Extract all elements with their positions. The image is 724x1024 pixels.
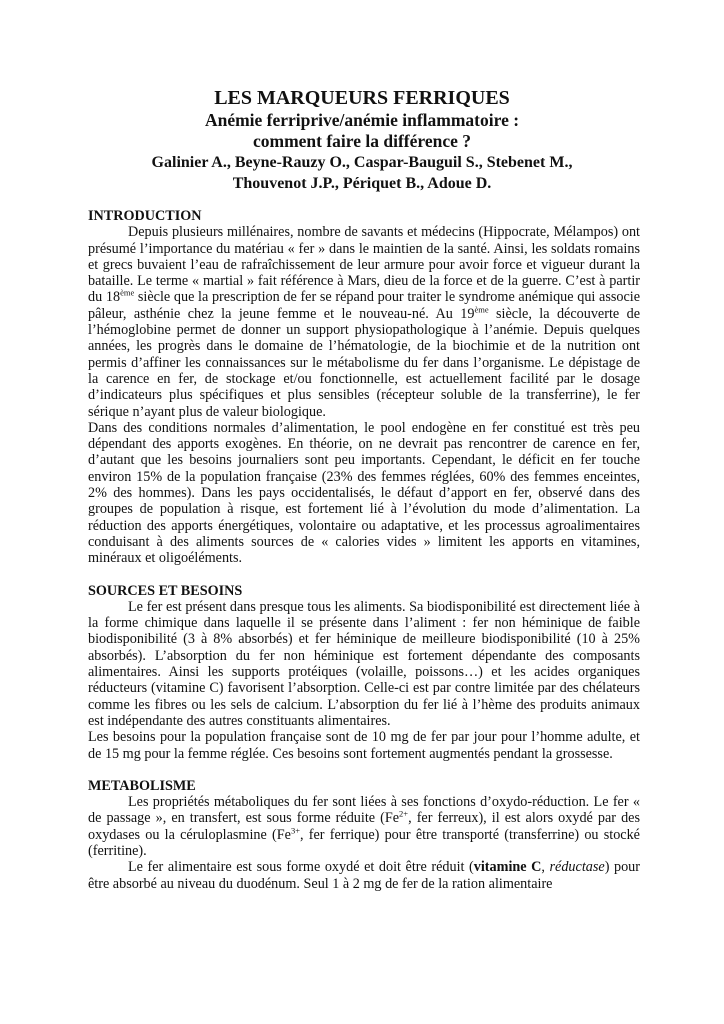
superscript: ème [120,287,135,298]
text-run: siècle que la prescription de fer se répand pour traiter le syndrome anémique qui associe pâleur, asthénie chez la jeune femme et le nouveau-né. Au 19 [88,289,641,322]
text-run: Le fer alimentaire est sous forme oxydé et doit être réduit ( [128,859,474,876]
bold-term: vitamine C [473,859,542,876]
authors-line-2: Thouvenot J.P., Périquet B., Adoue D. [232,175,492,192]
document-subtitle-line-2: comment faire la différence ? [252,131,472,151]
text-run: , fer ferrique) pour être transporté (transferrine) ou stocké (ferritine). [88,826,640,859]
superscript: 3+ [290,824,300,835]
superscript: 2+ [399,808,409,819]
sources-paragraph-2: Les besoins pour la population française sont de 10 mg de fer par jour pour l’homme adulte, et de 15 mg pour la femme réglée. Ces besoins sont fortement augmentés pendant la grossesse. [88,729,640,762]
metabolisme-paragraph-2 [88,859,640,892]
metabolisme-paragraph-1 [88,794,640,859]
sources-paragraph-1: Le fer est présent dans presque tous les aliments. Sa biodisponibilité est directement liée à la forme chimique dans laquelle il se présente dans l’aliment : fer non héminique de faible biodisponibilité (3 à 8% absorbés) et fer héminique de meilleure biodisponibilité (10 à 25% absorbés). L’absorption du fer non héminique est fortement dépendante des composants alimentaires. Ainsi les supports protéiques (volaille, poissons…) et les acides organiques réducteurs (vitamine C) favorisent l’absorption. Celle-ci est par contre limitée par des chélateurs comme les fibres ou les sels de calcium. L’absorption du fer lié à l’hème des produits animaux est indépendante des autres constituants alimentaires. [88,598,640,729]
title-block [60,86,664,194]
superscript: ème [474,304,489,315]
section-heading-metabolisme: METABOLISME [88,777,196,794]
text-run: , [541,859,550,876]
text-run: siècle, la découverte de l’hémoglobine permet de donner un support physiopathologique à l’anémie. Depuis quelques années, les progrès dans le domaine de l’hématologie, de la biochimie et de la nutrition ont permis d’affiner les connaissances sur le métabolisme du fer dans l’organisme. Le dépistage de la carence en fer, de stockage et/ou fonctionnelle, est actuellement facilité par le dosage d’indicateurs plus spécifiques et plus sensibles (récepteur soluble de la transferrine), le fer sérique n’ayant plus de valeur biologique. [88,305,641,420]
document-subtitle-line-1: Anémie ferriprive/anémie inflammatoire : [204,110,520,130]
text-run: , fer ferreux), il est alors oxydé par des oxydases ou la céruloplasmine (Fe [88,810,640,843]
introduction-paragraph-2: Dans des conditions normales d’alimentation, le pool endogène en fer constitué est très peu dépendant des apports exogènes. En théorie, on ne devrait pas rencontrer de carence en fer, d’autant que les besoins journaliers sont peu importants. Cependant, le déficit en fer touche environ 15% de la population française (23% des femmes réglées, 60% des femmes enceintes, 2% des hommes). Dans les pays occidentalisés, le défaut d’apport en fer, observé dans des groupes de population à risque, est fortement lié à l’évolution du mode d’alimentation. La réduction des apports énergétiques, volontaire ou adaptative, et les processus agroalimentaires conduisant à des aliments sources de « calories vides » limitent les apports en vitamines, minéraux et oligoéléments. [88,419,640,567]
section-heading-introduction: INTRODUCTION [88,208,202,224]
section-heading-sources: SOURCES ET BESOINS [88,582,243,599]
text-run: Depuis plusieurs millénaires, nombre de savants et médecins (Hippocrate, Mélampos) ont présumé l’importance du matériau « fer » dans le maintien de la santé. Ainsi, les soldats romains et grecs buvaient l’eau de rafraîchissement de leur armure pour avoir force et vigueur durant la bataille. Le terme « martial » fait référence à Mars, dieu de la force et de la guerre. C’est à partir du 18 [88,224,640,306]
italic-term: réductase [549,859,605,876]
authors-line-1: Galinier A., Beyne-Rauzy O., Caspar-Bauguil S., Stebenet M., [151,154,573,171]
text-run: ) pour être absorbé au niveau du duodénum. Seul 1 à 2 mg de fer de la ration alimentaire [88,859,640,892]
introduction-paragraph-1 [88,224,640,420]
text-run: Les propriétés métaboliques du fer sont liées à ses fonctions d’oxydo-réduction. Le fer « de passage », en transfert, est sous forme réduite (Fe [88,794,640,827]
document-title: LES MARQUEURS FERRIQUES [214,87,510,109]
document-body [88,208,640,892]
